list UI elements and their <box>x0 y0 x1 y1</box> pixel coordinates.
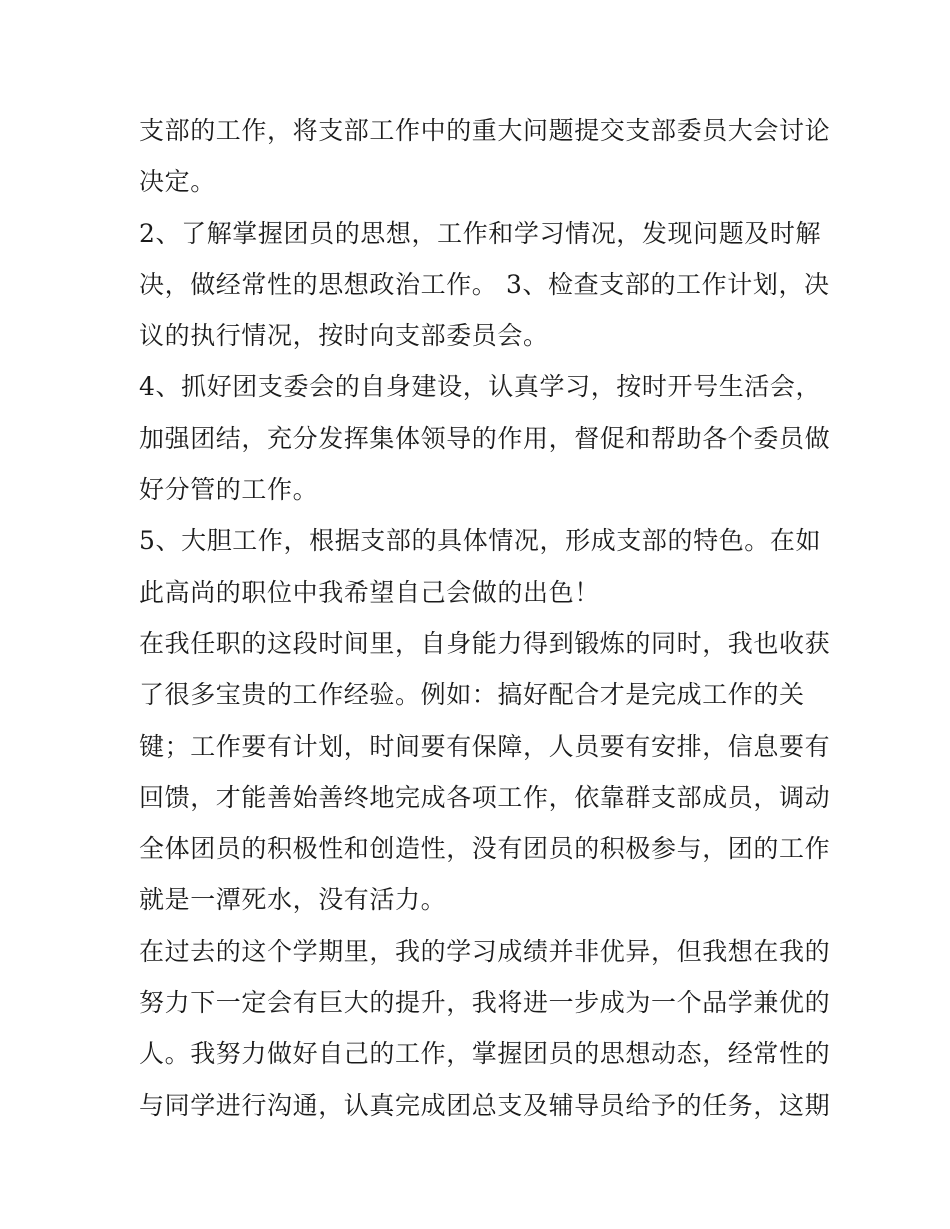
text-line: 决定。 <box>139 167 216 197</box>
text-line: 努力下一定会有巨大的提升，我将进一步成为一个品学兼优的 <box>139 988 831 1018</box>
text-line: 此高尚的职位中我希望自己会做的出色！ <box>139 577 600 607</box>
document-body <box>139 105 831 1131</box>
text-line: 5、大胆工作，根据支部的具体情况，形成支部的特色。在如 <box>139 526 822 556</box>
text-line: 人。我努力做好自己的工作，掌握团员的思想动态，经常性的 <box>139 1039 831 1069</box>
text-line: 决，做经常性的思想政治工作。 3、检查支部的工作计划，决 <box>139 269 830 299</box>
text-line: 与同学进行沟通，认真完成团总支及辅导员给予的任务，这期 <box>139 1090 831 1120</box>
text-line: 就是一潭死水，没有活力。 <box>139 885 447 915</box>
text-line: 4、抓好团支委会的自身建设，认真学习，按时开号生活会， <box>139 372 822 402</box>
text-line: 在过去的这个学期里，我的学习成绩并非优异，但我想在我的 <box>139 936 831 966</box>
text-line: 全体团员的积极性和创造性，没有团员的积极参与，团的工作 <box>139 834 831 864</box>
text-line: 键；工作要有计划，时间要有保障，人员要有安排，信息要有 <box>139 731 831 761</box>
text-line: 议的执行情况，按时向支部委员会。 <box>139 321 549 351</box>
text-line: 回馈，才能善始善终地完成各项工作，依靠群支部成员，调动 <box>139 782 831 812</box>
text-line: 2、了解掌握团员的思想，工作和学习情况，发现问题及时解 <box>139 218 822 248</box>
text-line: 了很多宝贵的工作经验。例如：搞好配合才是完成工作的关 <box>139 680 805 710</box>
text-line: 加强团结，充分发挥集体领导的作用，督促和帮助各个委员做 <box>139 423 831 453</box>
text-line: 在我任职的这段时间里，自身能力得到锻炼的同时，我也收获 <box>139 628 831 658</box>
text-line: 支部的工作，将支部工作中的重大问题提交支部委员大会讨论 <box>139 116 831 145</box>
text-line: 好分管的工作。 <box>139 475 319 505</box>
